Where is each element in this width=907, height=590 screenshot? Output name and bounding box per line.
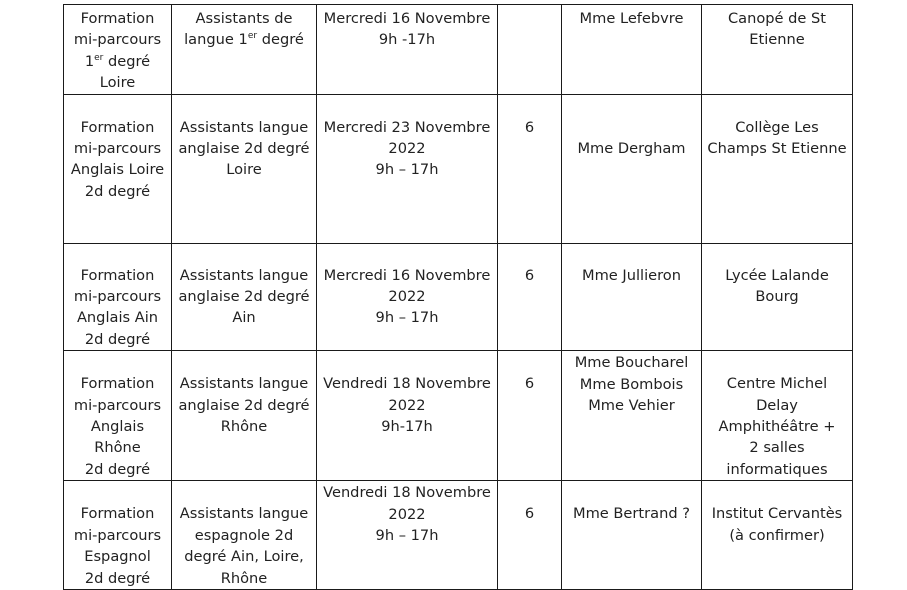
- cell-lieu: Institut Cervantès (à confirmer): [702, 481, 853, 590]
- cell-nombre: 6: [498, 481, 562, 590]
- cell-formation: Formation mi-parcours Anglais Rhône 2d degré: [64, 351, 172, 481]
- cell-public: Assistants langue anglaise 2d degré Loire: [172, 94, 317, 243]
- cell-nombre: [498, 5, 562, 95]
- cell-formation: Formation mi-parcours Espagnol 2d degré: [64, 481, 172, 590]
- cell-public: Assistants langue espagnole 2d degré Ain, Loire, Rhône: [172, 481, 317, 590]
- table-row: [64, 5, 853, 95]
- table-row: [64, 351, 853, 481]
- cell-formateur: Mme Jullieron: [562, 243, 702, 351]
- cell-date: Vendredi 18 Novembre 2022 9h-17h: [317, 351, 498, 481]
- cell-nombre: 6: [498, 94, 562, 243]
- cell-nombre: 6: [498, 351, 562, 481]
- training-schedule-table: [63, 4, 853, 590]
- cell-formateur: Mme Lefebvre: [562, 5, 702, 95]
- cell-lieu: Lycée Lalande Bourg: [702, 243, 853, 351]
- cell-date: Mercredi 16 Novembre 9h -17h: [317, 5, 498, 95]
- cell-date: Mercredi 16 Novembre 2022 9h – 17h: [317, 243, 498, 351]
- cell-formation: Formation mi-parcours Anglais Loire 2d degré: [64, 94, 172, 243]
- cell-lieu: Collège Les Champs St Etienne: [702, 94, 853, 243]
- cell-nombre: 6: [498, 243, 562, 351]
- cell-public: Assistants langue anglaise 2d degré Rhône: [172, 351, 317, 481]
- cell-formation: Formation mi-parcours 1er degré Loire: [64, 5, 172, 95]
- table-row: [64, 481, 853, 590]
- cell-formateur: Mme Dergham: [562, 94, 702, 243]
- cell-lieu: Centre Michel Delay Amphithéâtre + 2 salles informatiques: [702, 351, 853, 481]
- cell-public: Assistants de langue 1er degré: [172, 5, 317, 95]
- cell-date: Vendredi 18 Novembre 2022 9h – 17h: [317, 481, 498, 590]
- cell-public: Assistants langue anglaise 2d degré Ain: [172, 243, 317, 351]
- table-row: [64, 243, 853, 351]
- cell-formateur: Mme Boucharel Mme Bombois Mme Vehier: [562, 351, 702, 481]
- cell-lieu: Canopé de St Etienne: [702, 5, 853, 95]
- cell-formateur: Mme Bertrand ?: [562, 481, 702, 590]
- cell-formation: Formation mi-parcours Anglais Ain 2d degré: [64, 243, 172, 351]
- table-row: [64, 94, 853, 243]
- cell-date: Mercredi 23 Novembre 2022 9h – 17h: [317, 94, 498, 243]
